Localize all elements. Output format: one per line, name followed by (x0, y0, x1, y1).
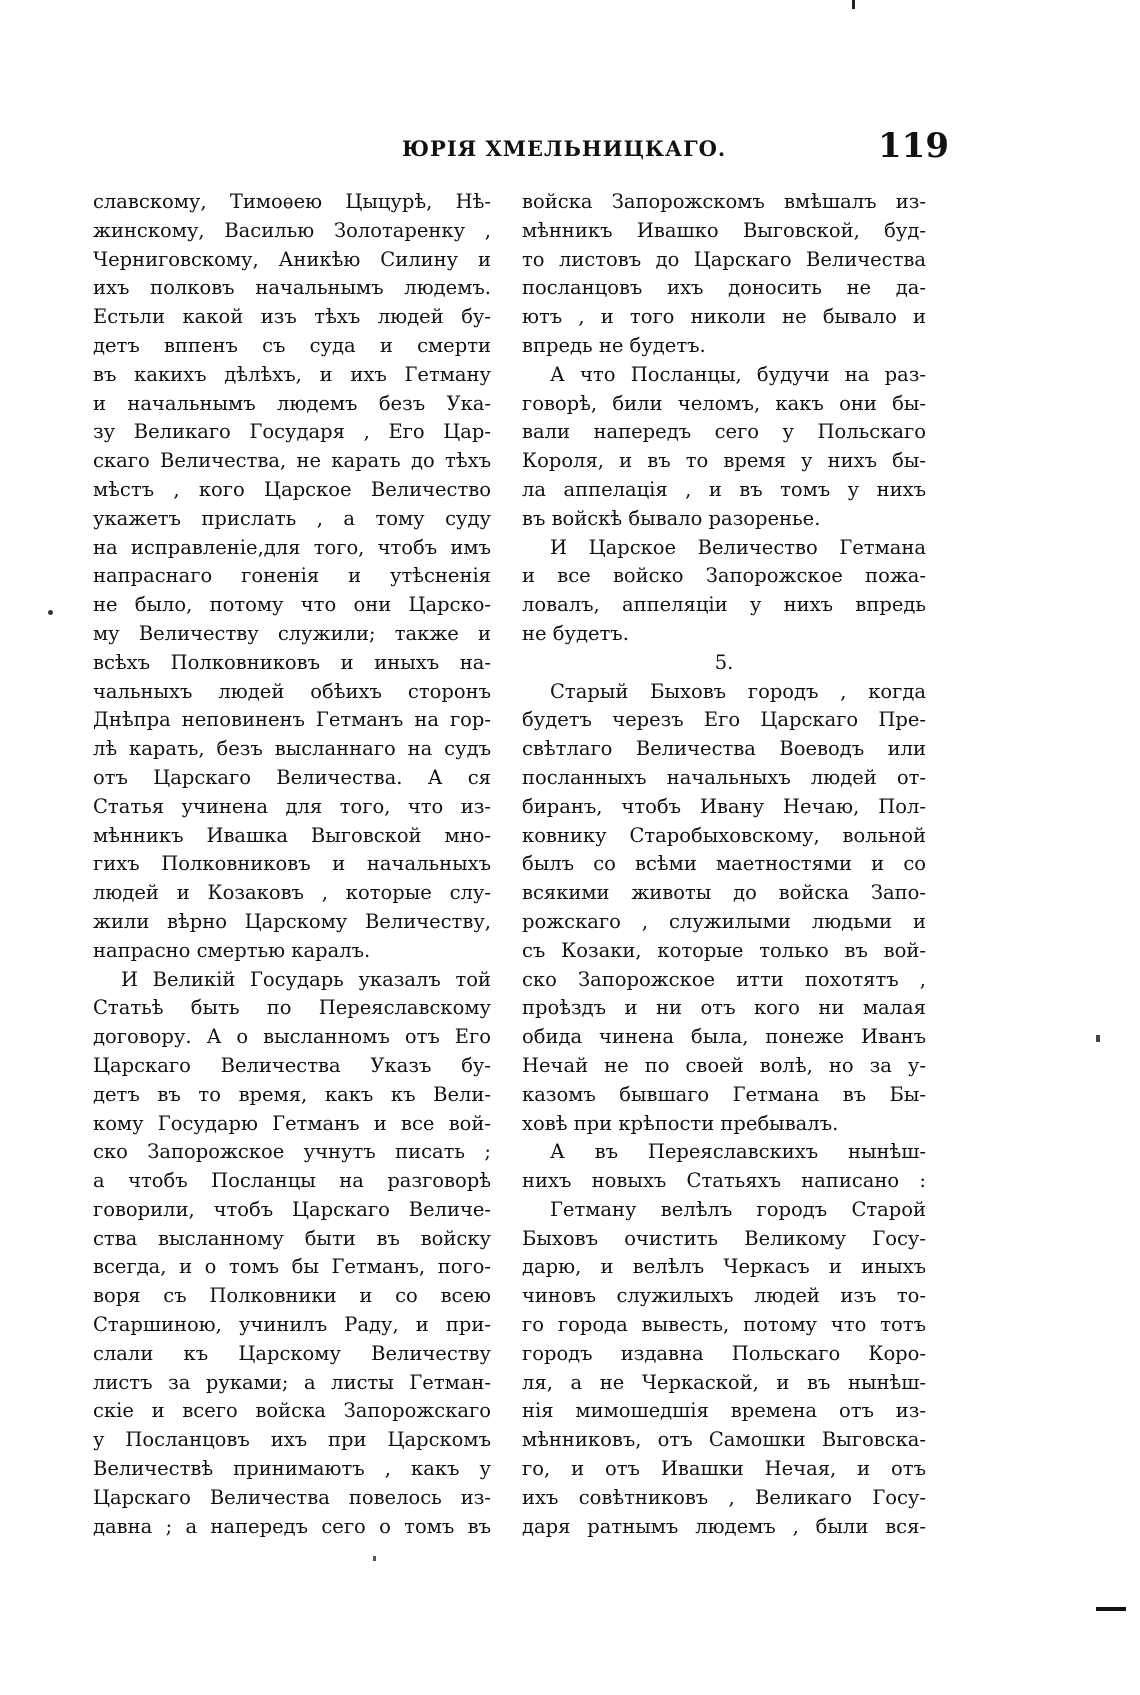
text-line: Статьѣ быть по Переяславскому (93, 996, 491, 1020)
text-line: Гетману велѣлъ городъ Старой (550, 1197, 926, 1221)
section-number: 5. (714, 650, 734, 674)
text-line: проѣздъ и ни отъ кого ни малая (522, 996, 926, 1020)
text-line: отъ Царскаго Величества. А ся (93, 765, 491, 789)
text-line: впредь не будетъ. (522, 333, 706, 357)
text-line: ла аппелація , и въ томъ у нихъ (522, 477, 926, 501)
text-line: ля, а не Черкаской, и въ нынѣш- (522, 1370, 926, 1394)
text-line: и все войско Запорожское пожа- (522, 564, 926, 588)
page-number: 119 (878, 126, 949, 166)
text-line: мѣнниковъ, отъ Самошки Выговска- (522, 1428, 926, 1452)
text-line: ско Запорожское учнутъ писать ; (93, 1140, 491, 1164)
text-line: го города вывесть, потому что тотъ (522, 1313, 926, 1337)
text-line: Старшиною, учинилъ Раду, и при- (93, 1313, 491, 1337)
text-line: укажетъ прислать , а тому суду (93, 506, 491, 530)
text-line: напрасно смертью каралъ. (93, 938, 371, 962)
text-line: нихъ новыхъ Статьяхъ написано : (522, 1169, 926, 1193)
text-line: мѣнникъ Ивашка Выговской мно- (93, 823, 491, 847)
text-line: говорили, чтобъ Царскаго Величе- (93, 1197, 491, 1221)
right-column (522, 188, 926, 1541)
text-line: Нечай не по своей волѣ, но за у- (522, 1053, 926, 1077)
text-line: съ Козаки, которые только въ вой- (522, 938, 926, 962)
text-line: гихъ Полковниковъ и начальныхъ (93, 852, 491, 876)
text-line: Старый Быховъ городъ , когда (550, 679, 926, 703)
text-line: рожскаго , служилыми людьми и (522, 909, 926, 933)
text-line: слали къ Царскому Величеству (93, 1341, 491, 1365)
text-line: чиновъ служилыхъ людей изъ то- (522, 1284, 926, 1308)
text-line: ховѣ при крѣпости пребывалъ. (522, 1111, 839, 1135)
text-line: жили вѣрно Царскому Величеству, (93, 909, 491, 933)
text-line: ско Запорожское итти похотятъ , (522, 967, 926, 991)
text-line: войска Запорожскомъ вмѣшалъ из- (522, 190, 926, 213)
left-column (93, 188, 491, 1541)
text-line: въ какихъ дѣлѣхъ, и ихъ Гетману (93, 362, 491, 386)
text-line: у Посланцовъ ихъ при Царскомъ (93, 1428, 491, 1452)
text-line: ихъ полковъ начальнымъ людемъ. (93, 276, 491, 300)
text-line: дарю, и велѣлъ Черкасъ и иныхъ (522, 1255, 926, 1279)
text-line: городъ издавна Польскаго Коро- (522, 1341, 926, 1365)
text-line: обида чинена была, понеже Иванъ (522, 1025, 926, 1049)
text-line: даря ратнымъ людемъ , были вся- (522, 1514, 926, 1538)
text-line: му Величеству служили; также и (93, 621, 491, 645)
text-line: ютъ , и того николи не бывало и (522, 305, 926, 329)
text-line: Царскаго Величества Указъ бу- (93, 1053, 491, 1077)
text-line: напраснаго гоненія и утѣсненія (93, 564, 491, 588)
text-line: не было, потому что они Царско- (93, 593, 491, 617)
text-line: нія мимошедшія времена отъ из- (522, 1399, 926, 1423)
text-line: въ войскѣ бывало разоренье. (522, 506, 821, 530)
text-line: давна ; а напередъ сего о томъ въ (93, 1514, 491, 1538)
text-line: зу Великаго Государя , Его Цар- (93, 420, 491, 444)
text-line: скаго Величества, не карать до тѣхъ (93, 449, 491, 473)
scan-speck-left (48, 610, 53, 615)
text-line: вали напередъ сего у Польскаго (522, 420, 926, 444)
text-line: договору. А о высланномъ отъ Его (93, 1025, 491, 1049)
scan-speck-right (1096, 1035, 1100, 1042)
text-line: скіе и всего войска Запорожскаго (93, 1399, 491, 1423)
text-line: всякими животы до войска Запо- (522, 881, 926, 905)
text-line: А что Посланцы, будучи на раз- (550, 362, 926, 386)
text-line: посланцовъ ихъ доносить не да- (522, 276, 926, 300)
text-line: Черниговскому, Аникѣю Силину и (93, 247, 491, 271)
text-line: а чтобъ Посланцы на разговорѣ (93, 1169, 491, 1193)
text-line: И Царское Величество Гетмана (550, 535, 926, 559)
text-line: Величествѣ принимаютъ , какъ у (93, 1457, 491, 1481)
text-line: Днѣпра неповиненъ Гетманъ на гор- (93, 708, 491, 732)
text-line: Короля, и въ то время у нихъ бы- (522, 449, 926, 473)
text-line: славскому, Тимоѳею Цыцурѣ, Нѣ- (93, 190, 491, 213)
text-line: людей и Козаковъ , которые слу- (93, 881, 491, 905)
text-line: говорѣ, били челомъ, какъ они бы- (522, 391, 926, 415)
text-line: и начальнымъ людемъ безъ Ука- (93, 391, 491, 415)
text-line: чальныхъ людей обѣихъ сторонъ (93, 679, 491, 703)
text-line: казомъ бывшаго Гетмана въ Бы- (522, 1082, 926, 1106)
running-title: ЮРІЯ ХМЕЛЬНИЦКАГО. (402, 136, 727, 161)
text-line: мѣстъ , кого Царское Величество (93, 477, 491, 501)
text-line: го, и отъ Ивашки Нечая, и отъ (522, 1457, 926, 1481)
text-line: Быховъ очистить Великому Госу- (522, 1226, 926, 1250)
text-line: биранъ, чтобъ Ивану Нечаю, Пол- (522, 794, 926, 818)
text-line: жинскому, Василью Золотаренку , (93, 218, 491, 242)
scan-mark-top (852, 0, 855, 9)
text-line: кому Государю Гетманъ и все вой- (93, 1111, 491, 1135)
text-line: Естьли какой изъ тѣхъ людей бу- (93, 305, 491, 329)
text-line: ковнику Старобыховскому, вольной (522, 823, 926, 847)
text-line: детъ вппенъ съ суда и смерти (93, 333, 491, 357)
text-line: то листовъ до Царскаго Величества (522, 247, 926, 271)
text-line: не будетъ. (522, 621, 629, 645)
text-line: на исправленіе,для того, чтобъ имъ (93, 535, 491, 559)
text-line: детъ въ то время, какъ къ Вели- (93, 1082, 491, 1106)
text-line: ихъ совѣтниковъ , Великаго Госу- (522, 1485, 926, 1509)
text-line: будетъ черезъ Его Царскаго Пре- (522, 708, 926, 732)
text-line: всѣхъ Полковниковъ и иныхъ на- (93, 650, 491, 674)
text-line: мѣнникъ Ивашко Выговской, буд- (522, 218, 926, 242)
text-line: свѣтлаго Величества Воеводъ или (522, 737, 926, 761)
text-line: былъ со всѣми маетностями и со (522, 852, 926, 876)
text-line: всегда, и о томъ бы Гетманъ, пого- (93, 1255, 491, 1279)
text-line: листъ за руками; а листы Гетман- (93, 1370, 491, 1394)
text-line: воря съ Полковники и со всею (93, 1284, 491, 1308)
scan-mark-right (1096, 1607, 1126, 1611)
text-line: А въ Переяславскихъ нынѣш- (550, 1140, 926, 1164)
text-line: Царскаго Величества повелось из- (93, 1485, 491, 1509)
text-line: посланныхъ начальныхъ людей от- (522, 765, 926, 789)
text-line: И Великій Государь указалъ той (121, 967, 491, 991)
text-line: Статья учинена для того, что из- (93, 794, 491, 818)
text-line: ства высланному быти въ войску (93, 1226, 491, 1250)
text-line: ловалъ, аппеляціи у нихъ впредь (522, 593, 926, 617)
text-line: лѣ карать, безъ высланнаго на судъ (93, 737, 491, 761)
scan-speck-bottom (373, 1556, 376, 1561)
